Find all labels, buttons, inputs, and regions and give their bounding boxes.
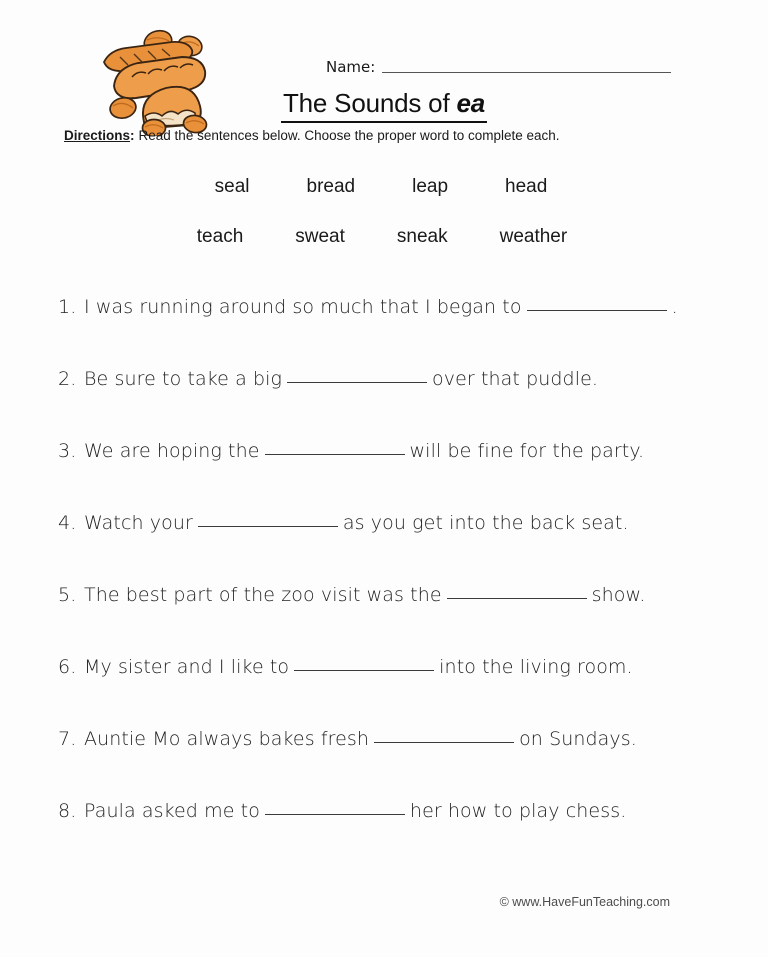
question-number: 1.: [58, 296, 77, 319]
question-text-before: Paula asked me to: [84, 800, 260, 823]
question-text-before: The best part of the zoo visit was the: [84, 584, 442, 607]
question-text-before: Be sure to take a big: [84, 368, 283, 391]
answer-blank[interactable]: [294, 654, 434, 671]
name-field-row: [326, 60, 671, 75]
answer-blank[interactable]: [265, 798, 405, 815]
answer-blank[interactable]: [374, 726, 514, 743]
directions-text: Read the sentences below. Choose the proper word to complete each.: [138, 128, 560, 143]
question-text-before: Watch your: [84, 512, 193, 535]
question-item: [58, 798, 718, 870]
directions-colon: :: [130, 128, 135, 143]
question-text-after: will be fine for the party.: [409, 440, 645, 463]
answer-blank[interactable]: [527, 294, 667, 311]
question-text-before: We are hoping the: [84, 440, 260, 463]
question-text-after: show.: [591, 584, 646, 607]
word-bank-row-1: [0, 176, 768, 198]
word-bank-word[interactable]: sweat: [295, 226, 345, 247]
page-title-emphasis: ea: [456, 88, 486, 118]
question-body: [84, 510, 629, 534]
question-list: [58, 294, 718, 870]
question-item: [58, 654, 718, 726]
question-number: 3.: [58, 440, 77, 463]
name-input-line[interactable]: [382, 71, 671, 73]
question-text-after: as you get into the back seat.: [342, 512, 629, 535]
question-item: [58, 510, 718, 582]
question-number: 6.: [58, 656, 77, 679]
footer-copyright: © www.HaveFunTeaching.com: [499, 895, 670, 909]
question-item: [58, 366, 718, 438]
page-title: [0, 88, 768, 123]
question-body: [84, 294, 678, 318]
answer-blank[interactable]: [198, 510, 338, 527]
question-item: [58, 726, 718, 798]
answer-blank[interactable]: [287, 366, 427, 383]
word-bank-word[interactable]: teach: [196, 226, 244, 247]
question-number: 5.: [58, 584, 77, 607]
directions-label: Directions: [64, 128, 131, 143]
question-number: 8.: [58, 800, 77, 823]
question-item: [58, 582, 718, 654]
word-bank-word[interactable]: leap: [412, 176, 449, 197]
word-bank-word[interactable]: seal: [214, 176, 250, 197]
answer-blank[interactable]: [265, 438, 405, 455]
question-body: [84, 726, 637, 750]
question-text-before: My sister and I like to: [84, 656, 290, 679]
question-body: [84, 798, 626, 822]
question-item: [58, 294, 718, 366]
question-text-before: Auntie Mo always bakes fresh: [84, 728, 370, 751]
question-text-after: on Sundays.: [519, 728, 637, 751]
word-bank-word[interactable]: sneak: [396, 226, 448, 247]
question-text-after: over that puddle.: [432, 368, 598, 391]
question-body: [84, 438, 644, 462]
question-number: 4.: [58, 512, 77, 535]
name-label: Name:: [326, 58, 376, 76]
question-text-before: I was running around so much that I began to: [84, 296, 522, 319]
word-bank-row-2: [0, 226, 768, 248]
question-item: [58, 438, 718, 510]
word-bank-word[interactable]: bread: [306, 176, 356, 197]
question-text-after: her how to play chess.: [409, 800, 627, 823]
word-bank: [0, 176, 768, 248]
question-body: [84, 654, 633, 678]
question-body: [84, 366, 598, 390]
answer-blank[interactable]: [447, 582, 587, 599]
word-bank-word[interactable]: head: [505, 176, 548, 197]
question-number: 2.: [58, 368, 77, 391]
directions-line: [64, 128, 560, 143]
question-body: [84, 582, 646, 606]
word-bank-word[interactable]: weather: [499, 226, 568, 247]
question-text-after: into the living room.: [439, 656, 633, 679]
question-number: 7.: [58, 728, 77, 751]
page-title-prefix: The Sounds of: [282, 88, 457, 118]
question-text-after: .: [671, 296, 678, 319]
